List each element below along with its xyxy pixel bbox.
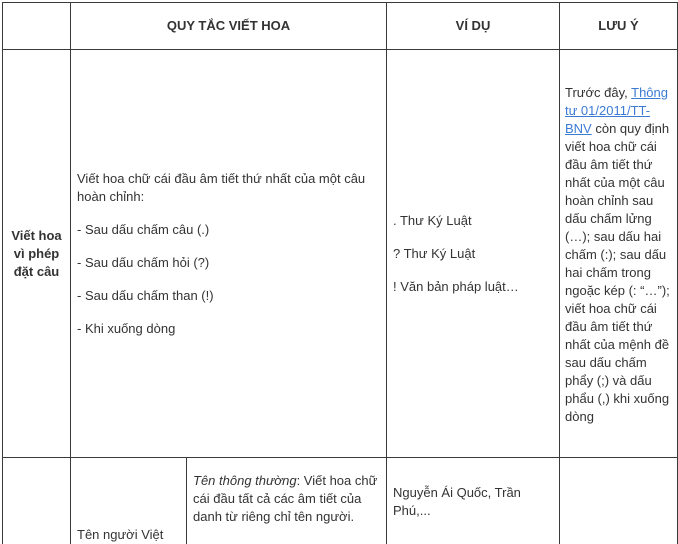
rule-intro: Viết hoa chữ cái đầu âm tiết thứ nhất của một câu hoàn chỉnh:: [77, 170, 366, 204]
row-heading: Viết hoa vì phép đặt câu: [3, 50, 71, 458]
rule-text: : Viết hoa chữ cái đầu tất cả các âm tiết của danh từ riêng chỉ tên người.: [193, 473, 378, 524]
example-cell: [387, 50, 560, 458]
header-note: LƯU Ý: [560, 3, 678, 50]
rule-cell: [71, 50, 387, 458]
row-heading-empty: [3, 458, 71, 544]
header-empty-cell: [3, 3, 71, 50]
rule-item: - Sau dấu chấm câu (.): [77, 221, 210, 237]
table-row: [3, 50, 678, 458]
example-item: ? Thư Ký Luật: [393, 245, 476, 261]
table-row: [3, 458, 678, 544]
example-item: ! Văn bản pháp luật…: [393, 278, 519, 294]
example-cell-row2: Nguyễn Ái Quốc, Trần Phú,...: [387, 458, 560, 544]
rule-item: - Khi xuống dòng: [77, 320, 176, 336]
note-prefix: Trước đây,: [565, 84, 632, 100]
rule-item: - Sau dấu chấm than (!): [77, 287, 214, 303]
note-suffix: còn quy định viết hoa chữ cái đầu âm tiết thứ nhất của một câu hoàn chỉnh sau dấu chấm lửng (…); sau dấu hai chấm (:); sau dấu hai chấm trong ngoặc kép (: “…”); viết hoa chữ cái đầu âm tiết thứ nhất của mệnh đề sau dấu chấm phẩy (;) và dấu phẩu (,) khi xuống dòng: [565, 120, 670, 424]
circular-link[interactable]: Thông tư 01/2011/TT-BNV: [565, 84, 668, 136]
capitalization-rules-table: [2, 2, 678, 544]
header-row: [3, 3, 678, 50]
rule-item: - Sau dấu chấm hỏi (?): [77, 254, 210, 270]
header-rule: QUY TẮC VIẾT HOA: [71, 3, 387, 50]
rule-cell-row2: [187, 458, 387, 544]
note-cell: [560, 50, 678, 458]
header-example: VÍ DỤ: [387, 3, 560, 50]
example-item: . Thư Ký Luật: [393, 212, 472, 228]
subheading: Tên người Việt: [71, 458, 187, 544]
note-cell-row2: [560, 458, 678, 544]
rule-label: Tên thông thường: [193, 473, 297, 488]
